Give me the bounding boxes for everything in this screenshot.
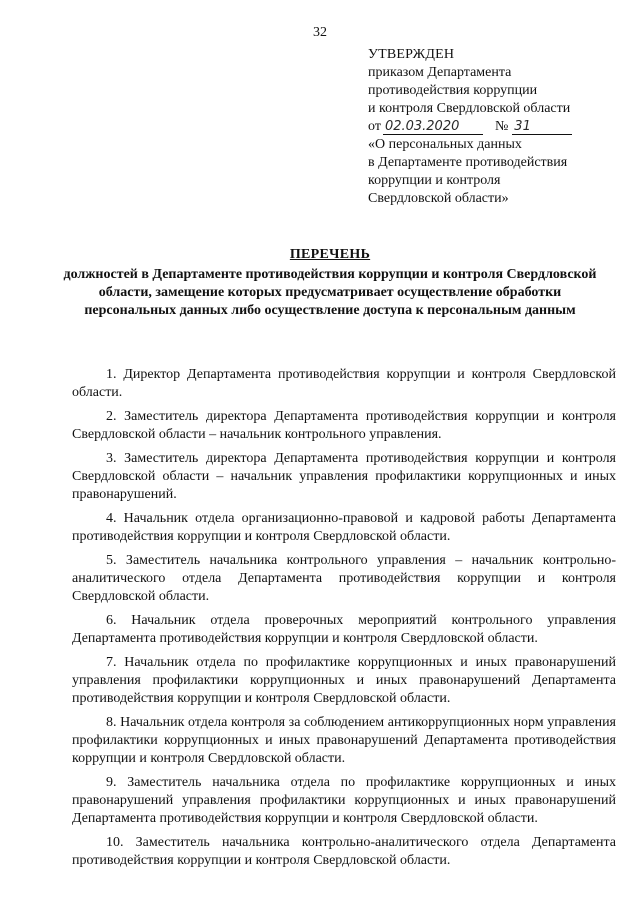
list-item: 3. Заместитель директора Департамента противодействия коррупции и контроля Свердловской области – начальник управления профилактики коррупционных и иных правонарушений.	[72, 451, 616, 502]
list-item: 5. Заместитель начальника контрольного управления – начальник контрольно-аналитического отдела Департамента противодействия коррупции и контроля Свердловской области.	[72, 553, 616, 604]
list-item: 4. Начальник отдела организационно-правовой и кадровой работы Департамента противодействия коррупции и контроля Свердловской области.	[72, 511, 616, 544]
page-number: 32	[313, 25, 327, 40]
list-item: 10. Заместитель начальника контрольно-аналитического отдела Департамента противодействия коррупции и контроля Свердловской области.	[72, 835, 616, 868]
list-item: 8. Начальник отдела контроля за соблюдением антикоррупционных норм управления профилактики коррупционных и иных правонарушений Департамента противодействия коррупции и контроля Свердловской области.	[72, 715, 616, 766]
approval-line: приказом Департамента	[368, 65, 512, 80]
order-subject-line: «О персональных данных	[368, 137, 522, 152]
order-number: 31	[512, 119, 572, 135]
approval-line: противодействия коррупции	[368, 83, 538, 98]
document-title: ПЕРЕЧЕНЬ	[289, 247, 371, 262]
approval-stamp	[368, 46, 618, 208]
list-item: 9. Заместитель начальника отдела по профилактике коррупционных и иных правонарушений управления профилактики коррупционных и иных правонарушений Департамента противодействия коррупции и контроля Свердловской области.	[72, 775, 616, 826]
list-item: 1. Директор Департамента противодействия коррупции и контроля Свердловской области.	[72, 367, 616, 400]
list-item: 7. Начальник отдела по профилактике коррупционных и иных правонарушений управления профилактики коррупционных и иных правонарушений Департамента противодействия коррупции и контроля Свердловской области.	[72, 655, 616, 706]
order-subject-line: Свердловской области»	[368, 191, 509, 206]
approval-title: УТВЕРЖДЕН	[368, 47, 455, 62]
document-subtitle: должностей в Департаменте противодействия коррупции и контроля Свердловской области, замещение которых предусматривает осуществление обработки персональных данных либо осуществление доступа к персональным данным	[63, 267, 597, 318]
approval-line: и контроля Свердловской области	[368, 101, 571, 116]
list-item: 2. Заместитель директора Департамента противодействия коррупции и контроля Свердловской области – начальник контрольного управления.	[72, 409, 616, 442]
number-sign: №	[494, 119, 509, 134]
positions-list	[72, 366, 616, 876]
order-subject-line: в Департаменте противодействия	[368, 155, 568, 170]
order-date-number-line	[368, 118, 618, 136]
order-subject-line: коррупции и контроля	[368, 173, 501, 188]
document-heading	[60, 246, 600, 320]
order-date: 02.03.2020	[383, 119, 483, 135]
list-item: 6. Начальник отдела проверочных мероприятий контрольного управления Департамента противодействия коррупции и контроля Свердловской области.	[72, 613, 616, 646]
date-prefix: от	[368, 119, 381, 134]
